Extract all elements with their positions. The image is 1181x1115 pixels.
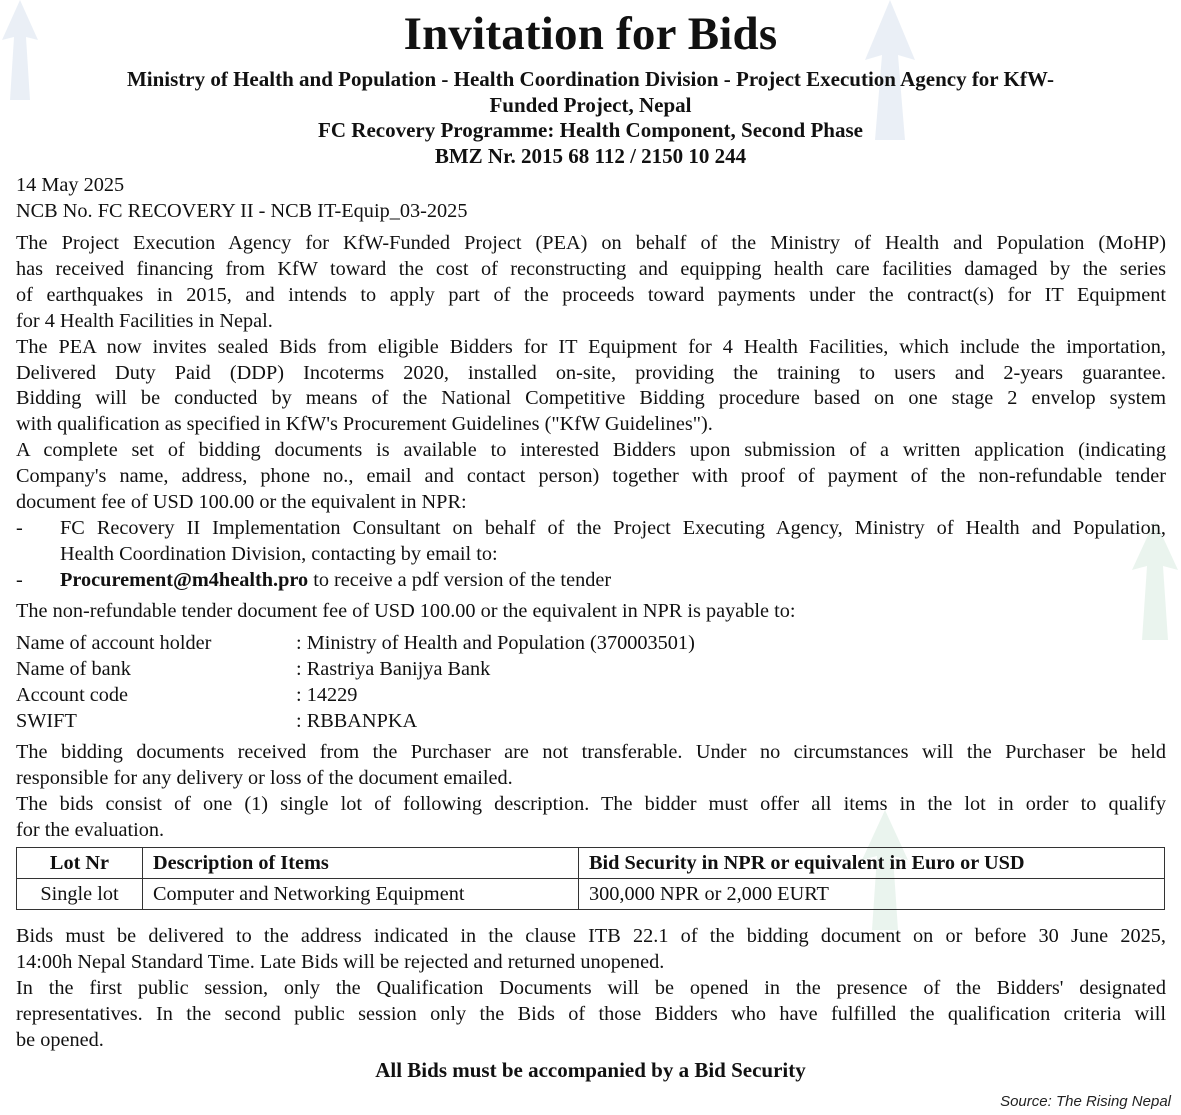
paragraph-line: of earthquakes in 2015, and intends to apply part of the proceeds toward payments under the contract(s) for IT Equipment (16, 283, 1166, 306)
account-row (16, 709, 1166, 735)
paragraph-line: The Project Execution Agency for KfW-Funded Project (PEA) on behalf of the Ministry of Health and Population (MoHP) (16, 232, 1166, 254)
paragraph-line: document fee of USD 100.00 or the equivalent in NPR: (16, 491, 467, 514)
paragraph-line: with qualification as specified in KfW's Procurement Guidelines ("KfW Guidelines"). (16, 413, 713, 436)
paragraph-financing (16, 231, 1166, 594)
bullet-item (16, 516, 1166, 568)
date-text: 14 May 2025 (16, 174, 125, 196)
account-row (16, 683, 1166, 709)
bullet-item (16, 568, 1166, 594)
paragraph-line: has received financing from KfW toward the cost of reconstructing and equipping health care facilities damaged by the series (16, 257, 1166, 280)
notice-date (16, 173, 1166, 225)
paragraph-line: representatives. In the second public session only the Bids of those Bidders who have fulfilled the qualification criteria will (16, 1002, 1166, 1025)
bid-security-note: All Bids must be accompanied by a Bid Security (375, 1058, 806, 1082)
bullet-dash: - (16, 516, 23, 539)
bullet-line: FC Recovery II Implementation Consultant on behalf of the Project Executing Agency, Ministry of Health and Population, (60, 516, 1166, 539)
account-label: Account code (16, 683, 129, 706)
header-line: Ministry of Health and Population - Health Coordination Division - Project Execution Agency for KfW- (126, 67, 1055, 91)
paragraph-line: The PEA now invites sealed Bids from eligible Bidders for IT Equipment for 4 Health Facilities, which include the importation, (16, 335, 1166, 358)
account-row (16, 631, 1166, 657)
bullet-text: to receive a pdf version of the tender (308, 568, 612, 591)
column-header: Bid Security in NPR or equivalent in Euro or USD (579, 848, 1165, 879)
paragraph-transfer (16, 740, 1166, 844)
account-row (16, 657, 1166, 683)
notice-header (0, 67, 1181, 170)
fee-line: The non-refundable tender document fee of USD 100.00 or the equivalent in NPR is payable to: (16, 600, 796, 622)
paragraph-line: be opened. (16, 1028, 104, 1051)
column-header: Lot Nr (17, 848, 143, 879)
paragraph-line: for the evaluation. (16, 818, 165, 841)
account-value: : Rastriya Banijya Bank (296, 657, 491, 680)
account-label: SWIFT (16, 709, 77, 732)
paragraph-line: A complete set of bidding documents is available to interested Bidders upon submission of a written application (indicating (16, 439, 1166, 462)
paragraph-line: responsible for any delivery or loss of the document emailed. (16, 766, 513, 789)
header-line: Funded Project, Nepal (489, 92, 692, 117)
paragraph-line: The bidding documents received from the Purchaser are not transferable. Under no circumstances will the Purchaser be held (16, 741, 1166, 763)
account-value: : RBBANPKA (296, 709, 418, 732)
header-line: BMZ Nr. 2015 68 112 / 2150 10 244 (434, 144, 747, 169)
paragraph-line: The bids consist of one (1) single lot of following description. The bidder must offer all items in the lot in order to qualify (16, 792, 1166, 815)
paragraph-line: 14:00h Nepal Standard Time. Late Bids will be rejected and returned unopened. (16, 950, 665, 973)
account-value: : Ministry of Health and Population (370003501) (296, 632, 695, 654)
account-label: Name of bank (16, 657, 131, 680)
account-details (16, 631, 1166, 735)
source-credit: Source: The Rising Nepal (1000, 1093, 1171, 1110)
email-link[interactable]: Procurement@m4health.pro (60, 568, 309, 591)
bullet-line: Health Coordination Division, contacting by email to: (60, 542, 498, 565)
paragraph-line: Company's name, address, phone no., email and contact person) together with proof of payment of the non-refundable tender (16, 465, 1166, 488)
paragraph-line: Delivered Duty Paid (DDP) Incoterms 2020, installed on-site, providing the training to users and 2-years guarantee. (16, 361, 1166, 384)
table-cell: Single lot (17, 879, 143, 910)
column-header: Description of Items (143, 848, 579, 879)
header-line: FC Recovery Programme: Health Component, Second Phase (318, 118, 863, 143)
paragraph-line: In the first public session, only the Qualification Documents will be opened in the presence of the Bidders' designated (16, 976, 1166, 999)
account-value: : 14229 (296, 683, 358, 706)
table-header-row (17, 848, 1165, 879)
paragraph-line: Bids must be delivered to the address indicated in the clause ITB 22.1 of the bidding document on or before 30 June 2025, (16, 925, 1166, 947)
paragraph-delivery (16, 924, 1166, 1054)
table-row (17, 879, 1165, 910)
notice-title: Invitation for Bids (403, 8, 778, 60)
table-cell: 300,000 NPR or 2,000 EURT (579, 879, 1165, 910)
paragraph-line: for 4 Health Facilities in Nepal. (16, 309, 273, 332)
account-label: Name of account holder (16, 632, 212, 654)
lot-table (16, 847, 1165, 910)
ncb-number: NCB No. FC RECOVERY II - NCB IT-Equip_03-2025 (16, 199, 468, 222)
table-cell: Computer and Networking Equipment (143, 879, 579, 910)
bullet-dash: - (16, 568, 23, 591)
paragraph-line: Bidding will be conducted by means of the National Competitive Bidding procedure based on one stage 2 envelop system (16, 387, 1166, 410)
